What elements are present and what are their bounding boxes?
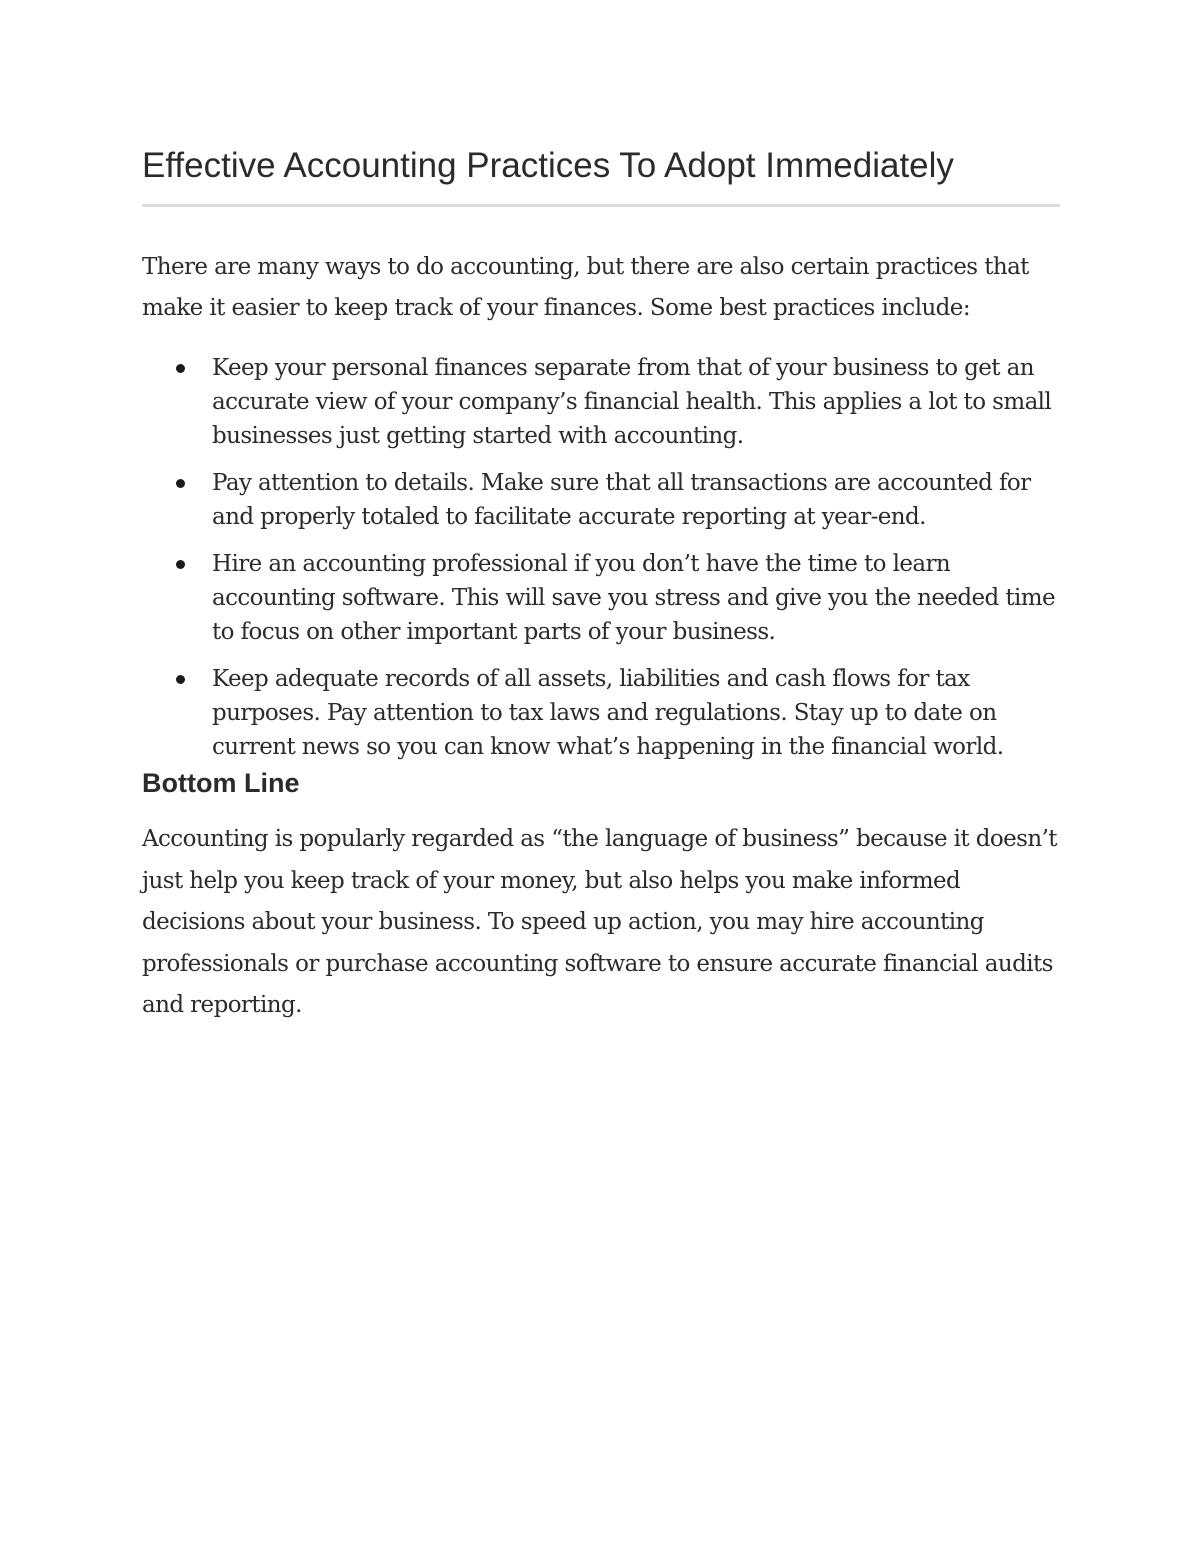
page-title: Effective Accounting Practices To Adopt Immediately: [142, 146, 954, 185]
list-item-text: Keep adequate records of all assets, liabilities and cash flows for tax purposes. Pay attention to tax laws and regulations. Stay up to date on current news so you can know what’s happening in the financial world.: [212, 666, 1004, 760]
title-divider: [142, 204, 1060, 207]
bullet-icon: [176, 560, 185, 569]
list-item: [142, 351, 1060, 453]
bullet-icon: [176, 479, 185, 488]
list-item-text: Hire an accounting professional if you don’t have the time to learn accounting software. This will save you stress and give you the needed time to focus on other important parts of your business.: [212, 551, 1056, 645]
document-content: [142, 140, 1060, 1027]
practices-list: [142, 351, 1060, 764]
bottom-line-paragraph: Accounting is popularly regarded as “the language of business” because it doesn’t just help you keep track of your money, but also helps you make informed decisions about your business. To speed up action, you may hire accounting professionals or purchase accounting software to ensure accurate financial audits and reporting.: [142, 826, 1057, 1018]
bottom-line-heading: Bottom Line: [142, 768, 300, 798]
list-item-text: Pay attention to details. Make sure that all transactions are accounted for and properly totaled to facilitate accurate reporting at year-end.: [212, 470, 1031, 530]
list-item-text: Keep your personal finances separate from that of your business to get an accurate view of your company’s financial health. This applies a lot to small businesses just getting started with accounting.: [212, 355, 1052, 449]
list-item: [142, 466, 1060, 534]
bullet-icon: [176, 675, 185, 684]
list-item: [142, 662, 1060, 764]
intro-paragraph: There are many ways to do accounting, but there are also certain practices that make it easier to keep track of your finances. Some best practices include:: [142, 254, 1029, 321]
bullet-icon: [176, 364, 185, 373]
list-item: [142, 547, 1060, 649]
